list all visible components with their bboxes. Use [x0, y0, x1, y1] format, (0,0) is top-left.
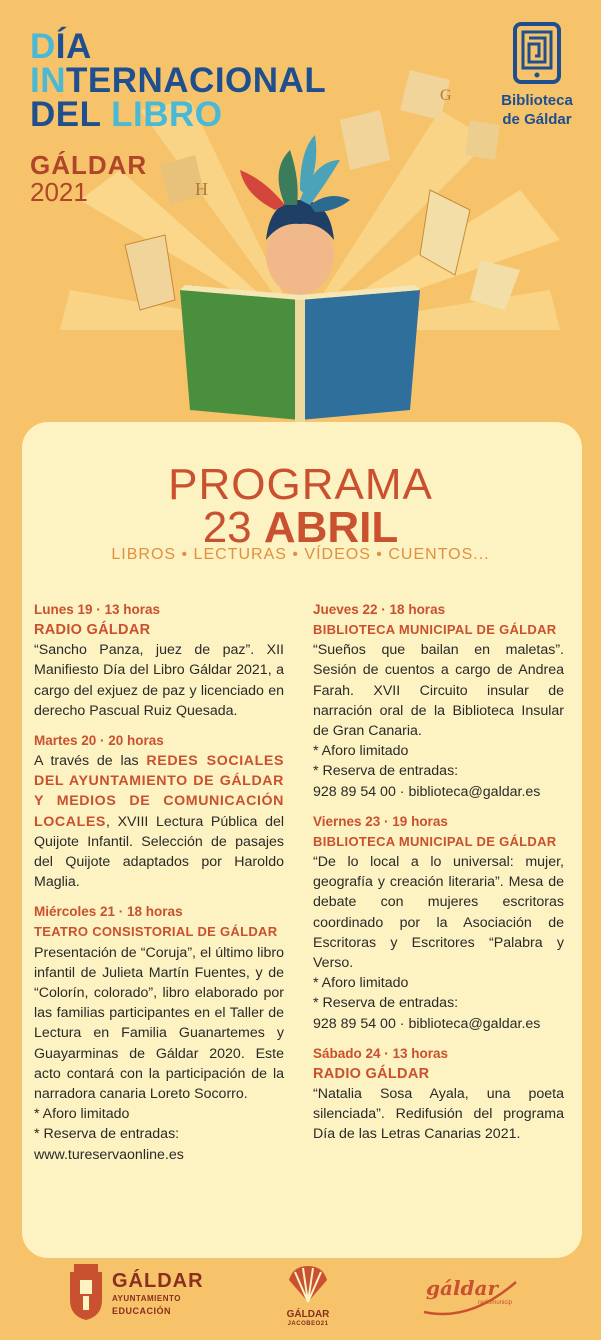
event-place: BIBLIOTECA MUNICIPAL DE GÁLDAR — [313, 622, 557, 637]
svg-text:H: H — [195, 179, 208, 199]
event-item — [34, 600, 284, 721]
event-description: “De lo local a lo universal: mujer, geografía y creación literaria”. Mesa de debate con mujeres escritoras coordinado por la Asociación de Escritoras y Escritores “Palabra y Verso. — [313, 854, 564, 972]
events-right-column — [313, 600, 564, 1155]
program-date — [0, 505, 601, 551]
event-text-post: , XVIII Lectura Pública del Quijote Infantil. Selección de pasajes del Quijote adaptados por Haroldo Maglia. — [34, 813, 284, 891]
reservation-link[interactable]: www.tureservaonline.es — [34, 1146, 184, 1163]
library-logo-line1: Biblioteca — [501, 92, 573, 109]
event-place: TEATRO CONSISTORIAL DE GÁLDAR — [34, 924, 278, 940]
radio-logo — [420, 1272, 520, 1322]
program-date-num: 23 — [202, 503, 264, 552]
event-item — [34, 731, 284, 892]
event-note: * Reserva de entradas: — [313, 763, 459, 780]
logo-name: gáldar — [426, 1276, 499, 1300]
contact-info[interactable]: 928 89 54 00 · biblioteca@galdar.es — [313, 783, 541, 800]
city-year — [30, 152, 147, 206]
event-item — [313, 600, 564, 802]
event-date: Martes 20 · 20 horas — [34, 733, 164, 749]
title-rest: ÍA — [55, 27, 92, 66]
ayuntamiento-logo — [66, 1262, 216, 1332]
event-description — [34, 751, 284, 892]
event-text-highlight: REDES SOCIALES DEL AYUNTAMIENTO DE GÁLDAR Y MEDIOS DE COMUNICACIÓN LOCALES — [34, 753, 285, 830]
program-date-month: ABRIL — [263, 503, 399, 552]
footer-logos — [0, 1262, 601, 1340]
event-note: * Reserva de entradas: — [313, 995, 459, 1012]
title-letter: IN — [30, 61, 66, 100]
event-item — [313, 1044, 564, 1145]
event-note: * Reserva de entradas: — [34, 1126, 180, 1143]
event-date: Lunes 19 · 13 horas — [34, 602, 161, 617]
jacobeo-logo — [278, 1262, 338, 1334]
event-note: * Aforo limitado — [313, 975, 409, 992]
event-place: RADIO GÁLDAR — [313, 1065, 430, 1082]
program-title: PROGRAMA — [168, 460, 433, 509]
logo-name: GÁLDAR — [112, 1270, 204, 1292]
coat-of-arms-icon — [66, 1262, 106, 1322]
event-note: * Aforo limitado — [313, 743, 409, 760]
shell-icon — [285, 1262, 331, 1304]
logo-sub: radiomunicip — [478, 1300, 513, 1306]
title-rest: TERNACIONAL — [66, 61, 327, 100]
event-description: “Sueños que bailan en maletas”. Sesión de cuentos a cargo de Andrea Farah. XVII Circuito insular de narración oral de la Biblioteca Insular de Gran Canaria. — [313, 642, 564, 740]
event-place: BIBLIOTECA MUNICIPAL DE GÁLDAR — [313, 833, 557, 849]
event-item — [313, 812, 564, 1034]
events-left-column — [34, 600, 284, 1175]
event-text-pre: A través de las — [34, 753, 147, 770]
event-description: “Natalia Sosa Ayala, una poeta silenciada”. Redifusión del programa Día de las Letras Canarias 2021. — [313, 1086, 564, 1143]
logo-sub: JACOBEO21 — [287, 1321, 329, 1327]
logo-dept: EDUCACIÓN — [112, 1306, 172, 1316]
event-note: * Aforo limitado — [34, 1106, 130, 1123]
program-tagline: LIBROS • LECTURAS • VÍDEOS • CUENTOS... — [111, 546, 490, 563]
event-description: Presentación de “Coruja”, el último libro infantil de Julieta Martín Fuentes, y de “Colorín, colorado”, libro elaborado por las familias participantes en el Taller de Lectura en Familia Guanartemes y Guayarminas de Gáldar 2020. Este acto contará con la participación de la narradora canaria Loreto Socorro. — [34, 944, 284, 1103]
library-logo-line2: de Gáldar — [502, 111, 572, 128]
title-letter: D — [30, 27, 56, 66]
event-date: Sábado 24 · 13 horas — [313, 1045, 449, 1061]
event-date: Miércoles 21 · 18 horas — [34, 904, 183, 920]
event-item — [34, 902, 284, 1164]
event-title — [30, 27, 327, 134]
contact-info[interactable]: 928 89 54 00 · biblioteca@galdar.es — [313, 1015, 541, 1032]
title-rest: DEL — [30, 95, 112, 134]
tablet-book-icon — [509, 22, 565, 84]
event-date: Viernes 23 · 19 horas — [313, 813, 448, 829]
year: 2021 — [30, 177, 88, 207]
title-highlight: LIBRO — [111, 95, 223, 134]
logo-name: GÁLDAR — [286, 1309, 330, 1320]
event-description: “Sancho Panza, juez de paz”. XII Manifiesto Día del Libro Gáldar 2021, a cargo del exjuez de paz y licenciado en derecho Pascual Ruiz Quesada. — [34, 642, 284, 719]
logo-sub: AYUNTAMIENTO — [112, 1294, 181, 1303]
svg-text:G: G — [440, 87, 452, 104]
library-logo — [494, 22, 580, 127]
city-name: GÁLDAR — [30, 150, 148, 180]
event-place: RADIO GÁLDAR — [34, 622, 151, 638]
event-date: Jueves 22 · 18 horas — [313, 602, 446, 617]
